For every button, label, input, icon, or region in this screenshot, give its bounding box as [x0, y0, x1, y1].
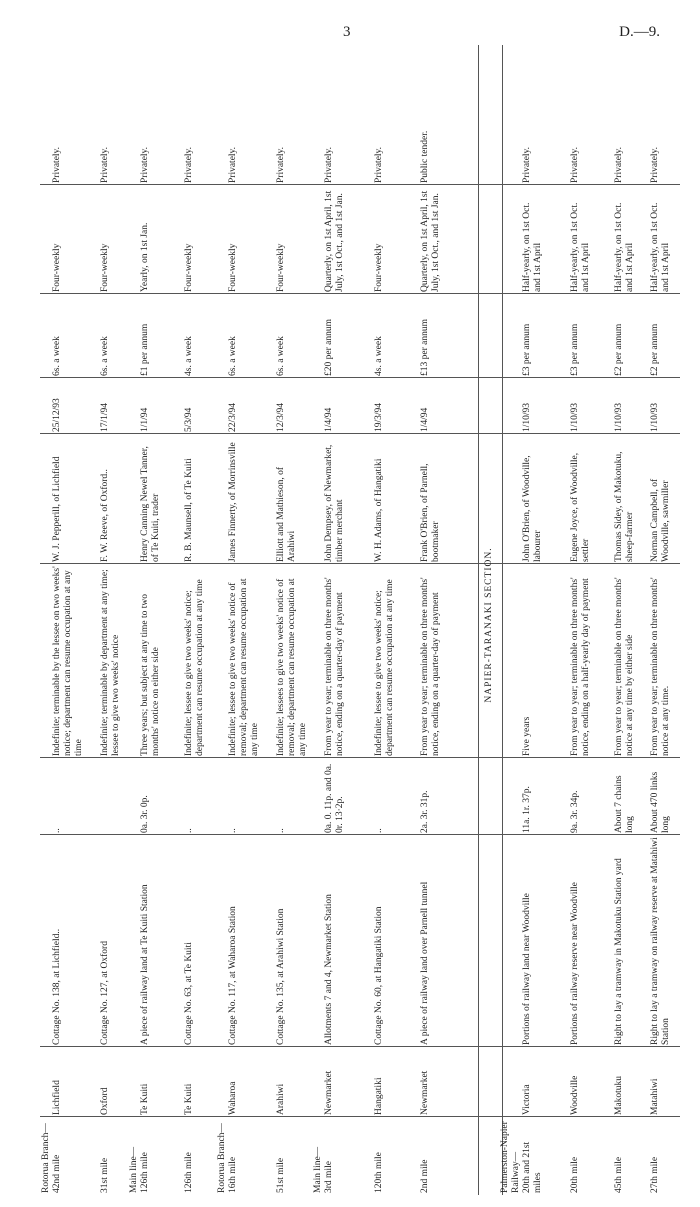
lease-method-cell: Privately.	[324, 146, 334, 183]
lease-method-cell: Privately.	[374, 146, 384, 183]
lease-table	[40, 45, 680, 1195]
area-cell: About 470 links long	[650, 771, 671, 833]
tenure-cell: Five years	[522, 716, 532, 756]
station-cell: Hangatiki	[374, 1077, 384, 1115]
area-cell: 11a. 1r. 37p.	[522, 786, 532, 833]
date-cell: 25/12/93	[52, 398, 62, 432]
lease-method-cell: Public tender.	[420, 130, 430, 183]
description-cell: Cottage No. 127, at Oxford	[100, 941, 110, 1045]
line-group-label: Main line—	[129, 1146, 139, 1193]
tenure-cell: From year to year; terminable on three months' notice at any time.	[650, 577, 671, 756]
tenure-cell: Three years; but subject at any time to two months' notice on either side	[140, 594, 161, 756]
description-cell: Cottage No. 138, at Lichfield..	[52, 928, 62, 1045]
column-rule	[40, 433, 680, 434]
description-cell: Cottage No. 135, at Arahiwi Station	[276, 908, 286, 1045]
payable-cell: Four-weekly	[184, 243, 194, 292]
tenure-cell: From year to year; terminable on three months' notice, ending on a half-yearly day of payment	[570, 577, 591, 756]
payable-cell: Four-weekly	[52, 243, 62, 292]
mileage-cell: 20th mile	[570, 1156, 580, 1193]
description-cell: A piece of railway land over Parnell tunnel	[420, 881, 430, 1045]
area-cell: ..	[276, 828, 286, 833]
column-rule	[40, 757, 680, 758]
tenure-cell: Indefinite; terminable by the lessee on two weeks' notice; department can resume occupation at any time	[52, 566, 84, 756]
rent-cell: £3 per annum	[570, 323, 580, 376]
date-cell: 1/10/93	[570, 402, 580, 432]
rent-cell: £1 per annum	[140, 323, 150, 376]
lessee-cell: Henry Canning Newel Tanner, of Te Kuiti, trader	[140, 446, 161, 562]
station-cell: Makotuku	[614, 1075, 624, 1115]
description-cell: Allotments 7 and 4, Newmarket Station	[324, 894, 334, 1045]
column-rule	[40, 293, 680, 294]
station-cell: Te Kuiti	[140, 1083, 150, 1115]
payable-cell: Half-yearly, on 1st Oct. and 1st April	[522, 202, 543, 292]
lessee-cell: Thomas Sidey, of Makotuku, sheep-farmer	[614, 451, 635, 562]
lease-method-cell: Privately.	[52, 146, 62, 183]
rent-cell: 6s. a week	[100, 336, 110, 376]
mileage-cell: 126th mile	[140, 1152, 150, 1193]
payable-cell: Half-yearly, on 1st Oct. and 1st April	[650, 202, 671, 292]
lease-method-cell: Privately.	[228, 146, 238, 183]
mileage-cell: 42nd mile	[52, 1154, 62, 1193]
payable-cell: Half-yearly, on 1st Oct. and 1st April	[614, 202, 635, 292]
lessee-cell: Eugene Joyce, of Woodville, settler	[570, 452, 591, 562]
rent-cell: 6s. a week	[228, 336, 238, 376]
lessee-cell: John O'Brien, of Woodville, labourer	[522, 455, 543, 562]
rent-cell: £2 per annum	[650, 323, 660, 376]
station-cell: Lichfield	[52, 1080, 62, 1115]
payable-cell: Four-weekly	[100, 243, 110, 292]
lessee-cell: W. H. Adams, of Hangatiki	[374, 458, 384, 562]
description-cell: A piece of railway land at Te Kuiti Station	[140, 884, 150, 1045]
date-cell: 17/1/94	[100, 402, 110, 432]
area-cell: About 7 chains long	[614, 775, 635, 833]
date-cell: 22/3/94	[228, 402, 238, 432]
payable-cell: Yearly, on 1st Jan.	[140, 222, 150, 292]
station-cell: Victoria	[522, 1084, 532, 1115]
rent-cell: 4s. a week	[374, 336, 384, 376]
date-cell: 12/3/94	[276, 402, 286, 432]
station-cell: Waharoa	[228, 1081, 238, 1115]
lessee-cell: R. B. Maunsell, of Te Kuiti	[184, 458, 194, 562]
area-cell: 0a. 3r. 0p.	[140, 795, 150, 833]
lease-method-cell: Privately.	[184, 146, 194, 183]
rent-cell: 4s. a week	[184, 336, 194, 376]
page-number: 3	[343, 24, 351, 40]
tenure-cell: From year to year; terminable on three months' notice at any time by either side	[614, 577, 635, 756]
lessee-cell: Frank O'Brien, of Parnell, bootmaker	[420, 463, 441, 562]
rent-cell: £13 per annum	[420, 319, 430, 376]
station-cell: Newmarket	[420, 1070, 430, 1115]
section-rule	[502, 45, 503, 1195]
mileage-cell: 120th mile	[374, 1152, 384, 1193]
mileage-cell: 2nd mile	[420, 1159, 430, 1193]
area-cell: ..	[374, 828, 384, 833]
column-rule	[40, 834, 680, 835]
line-group-label: Rotorua Branch—	[41, 1123, 51, 1193]
description-cell: Portions of railway reserve near Woodville	[570, 882, 580, 1045]
description-cell: Right to lay a tramway on railway reserve at Matahiwi Station	[650, 837, 671, 1045]
tenure-cell: From year to year; terminable on three months' notice, ending on a quarter-day of payment	[324, 577, 345, 756]
tenure-cell: Indefinite; lessee to give two weeks' notice of removal; department can resume occupation at any time	[228, 578, 260, 756]
lease-method-cell: Privately.	[140, 146, 150, 183]
date-cell: 19/3/94	[374, 402, 384, 432]
area-cell: 2a. 3r. 31p.	[420, 790, 430, 833]
date-cell: 1/4/94	[324, 407, 334, 432]
date-cell: 1/10/93	[522, 402, 532, 432]
lessee-cell: John Dempsey, of Newmarket, timber merchant	[324, 444, 345, 562]
rent-cell: 6s. a week	[276, 336, 286, 376]
mileage-cell: 3rd mile	[324, 1161, 334, 1193]
tenure-cell: From year to year; terminable on three months' notice, ending on a quarter-day of payment	[420, 577, 441, 756]
mileage-cell: 45th mile	[614, 1156, 624, 1193]
description-cell: Portions of railway land near Woodville	[522, 893, 532, 1045]
payable-cell: Quarterly, on 1st April, 1st July, 1st Oct., and 1st Jan.	[324, 190, 345, 292]
payable-cell: Quarterly, on 1st April, 1st July, 1st Oct., and 1st Jan.	[420, 190, 441, 292]
column-rule	[40, 563, 680, 564]
mileage-cell: 31st mile	[100, 1157, 110, 1193]
lessee-cell: James Finnerty, of Morrinsville	[228, 442, 238, 562]
payable-cell: Four-weekly	[276, 243, 286, 292]
lease-method-cell: Privately.	[522, 146, 532, 183]
column-rule	[40, 1116, 680, 1117]
tenure-cell: Indefinite; lessee to give two weeks' notice; department can resume occupation at any time	[374, 579, 395, 756]
lease-method-cell: Privately.	[100, 146, 110, 183]
mileage-cell: 51st mile	[276, 1157, 286, 1193]
rent-cell: £3 per annum	[522, 323, 532, 376]
column-rule	[40, 184, 680, 185]
tenure-cell: Indefinite; terminable by department at any time; lessee to give two weeks' notice	[100, 569, 121, 756]
area-cell: ..	[52, 828, 62, 833]
lessee-cell: F. W. Reeve, of Oxford..	[100, 469, 110, 562]
column-rule	[40, 1046, 680, 1047]
column-rule	[40, 377, 680, 378]
description-cell: Cottage No. 63, at Te Kuiti	[184, 942, 194, 1045]
station-cell: Arahiwi	[276, 1083, 286, 1115]
lessee-cell: Norman Campbell, of Woodville, sawmiller	[650, 478, 671, 562]
section-title: NAPIER-TARANAKI SECTION.	[484, 547, 494, 703]
section-rule	[478, 45, 479, 1195]
tenure-cell: Indefinite; lessees to give two weeks' notice of removal; department can resume occupation at any time	[276, 578, 308, 756]
station-cell: Matahiwi	[650, 1078, 660, 1115]
date-cell: 1/10/93	[650, 402, 660, 432]
date-cell: 1/1/94	[140, 407, 150, 432]
mileage-cell: 27th mile	[650, 1156, 660, 1193]
mileage-cell: 126th mile	[184, 1152, 194, 1193]
rent-cell: £2 per annum	[614, 323, 624, 376]
description-cell: Cottage No. 60, at Hangatiki Station	[374, 906, 384, 1045]
rent-cell: £20 per annum	[324, 319, 334, 376]
date-cell: 1/4/94	[420, 407, 430, 432]
area-cell: ..	[184, 828, 194, 833]
payable-cell: Four-weekly	[228, 243, 238, 292]
line-group-label: Palmerston-Napier Railway—	[500, 1121, 521, 1193]
lease-method-cell: Privately.	[276, 146, 286, 183]
area-cell: 0a. 0. 11p. and 0a. 0r. 13·2p.	[324, 763, 345, 833]
line-group-label: Main line—	[313, 1146, 323, 1193]
lessee-cell: W. J. Pepperill, of Lichfield	[52, 456, 62, 562]
lease-method-cell: Privately.	[650, 146, 660, 183]
payable-cell: Half-yearly, on 1st Oct. and 1st April	[570, 202, 591, 292]
tenure-cell: Indefinite; lessee to give two weeks' notice; department can resume occupation at any time	[184, 579, 205, 756]
rent-cell: 6s. a week	[52, 336, 62, 376]
date-cell: 1/10/93	[614, 402, 624, 432]
lease-method-cell: Privately.	[614, 146, 624, 183]
mileage-cell: 20th and 21st miles	[522, 1141, 543, 1193]
date-cell: 5/3/94	[184, 407, 194, 432]
station-cell: Oxford	[100, 1087, 110, 1115]
station-cell: Woodville	[570, 1075, 580, 1115]
station-cell: Te Kuiti	[184, 1083, 194, 1115]
station-cell: Newmarket	[324, 1070, 334, 1115]
lessee-cell: Elliott and Mathieson, of Arahiwi	[276, 467, 297, 562]
line-group-label: Rotorua Branch—	[217, 1123, 227, 1193]
lease-method-cell: Privately.	[570, 146, 580, 183]
payable-cell: Four-weekly	[374, 243, 384, 292]
document-reference: D.—9.	[619, 24, 660, 40]
mileage-cell: 16th mile	[228, 1156, 238, 1193]
area-cell: 9a. 3r. 34p.	[570, 790, 580, 833]
description-cell: Cottage No. 117, at Waharoa Station	[228, 906, 238, 1045]
description-cell: Right to lay a tramway in Makotuku Station yard	[614, 858, 624, 1045]
area-cell: ..	[228, 828, 238, 833]
